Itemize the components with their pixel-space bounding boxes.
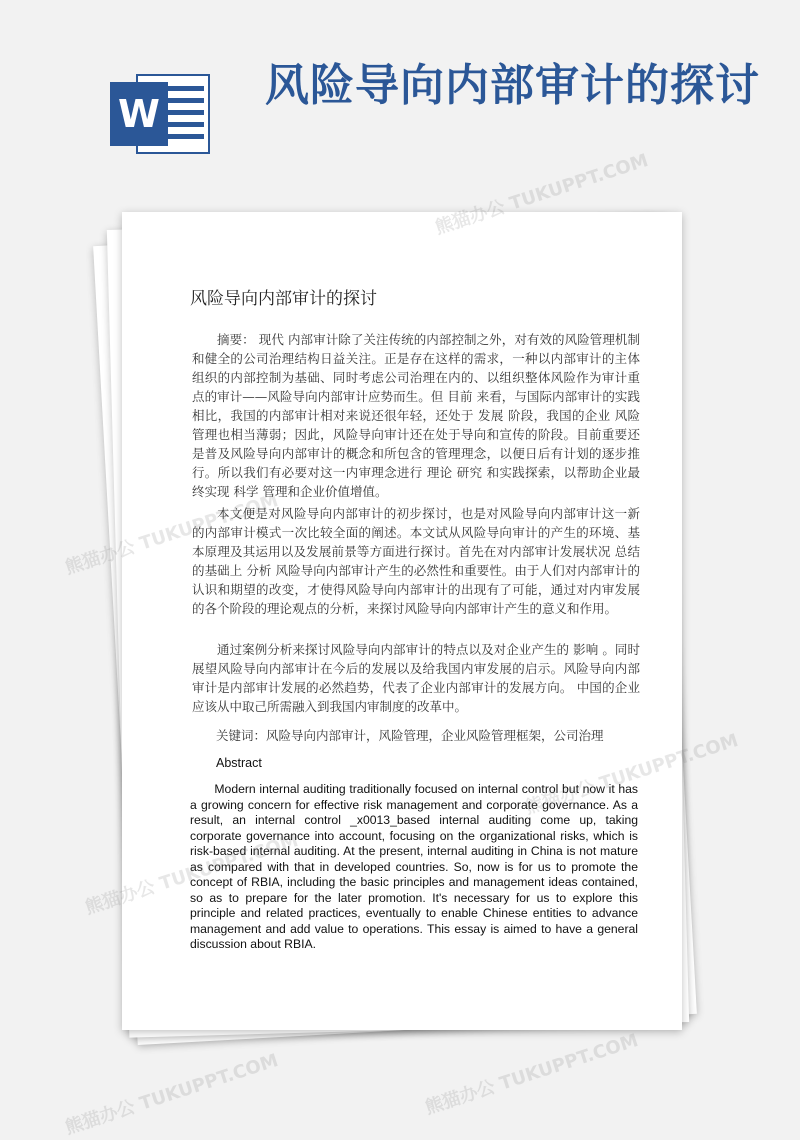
word-app-icon — [110, 70, 212, 158]
watermark-text: 熊猫办公 TUKUPPT.COM — [432, 150, 651, 239]
keywords-line: 关键词：风险导向内部审计，风险管理，企业风险管理框架，公司治理 — [216, 728, 604, 743]
word-w-badge: W — [110, 82, 168, 146]
page-title: 风险导向内部审计的探讨 — [265, 60, 760, 111]
watermark-text: 熊猫办公 TUKUPPT.COM — [62, 1050, 281, 1139]
abstract-paragraph-en: Modern internal auditing traditionally focused on internal control but now it has a growing concern for effective risk management and corporate governance. As a result, an internal control _x0013_based internal auditing come up, taking corporate governance into account, focusing on the organizational risks, which is risk-based internal auditing. At the present, internal auditing in China is not mature as compared with that in developed countries. So, now is for us to promote the concept of RBIA, including the basic principles and management ideas contained, so as to prepare for the later promotion. It's necessary for us to explore this principle and related practices, eventually to enable Chinese entities to advance management and add value to operations. This essay is aimed to have a general discussion about RBIA. — [190, 782, 638, 951]
watermark-text: 熊猫办公 — [82, 876, 158, 919]
abstract-paragraph-cn: 摘要： 现代 内部审计除了关注传统的内部控制之外，对有效的风险管理机制和健全的公司治理结构日益关注。正是存在这样的需求，一种以内部审计的主体组织的内部控制为基础、同时考虑公司治理在内的、以组织整体风险作为审计重点的审计——风险导向内部审计应势而生。但 目前 来看，与国际内部审计的实践相比，我国的内部审计相对来说还很年轻，还处于 发展 阶段，我国的企业 风险管理也相当薄弱；因此，风险导向审计还在处于导向和宣传的阶段。目前重要还是普及风险导向内部审计的概念和所包含的管理理念，以便日后有计划的逐步推行。所以我们有必要对这一内审理念进行 理论 研究 和实践探索，以帮助企业最终实现 科学 管理和企业价值增值。 — [192, 332, 640, 499]
document-page — [122, 212, 682, 1030]
body-paragraph-cn: 本文便是对风险导向内部审计的初步探讨，也是对风险导向内部审计这一新的内部审计模式一次比较全面的阐述。本文试从风险导向审计的产生的环境、基本原理及其运用以及发展前景等方面进行探讨。首先在对内部审计发展状况 总结 的基础上 分析 风险导向内部审计产生的必然性和重要性。由于人们对内部审计的认识和期望的改变，才使得风险导向内部审计的出现有了可能，通过对内审发展的各个阶段的理论观点的分析，来探讨风险导向内部审计产生的意义和作用。 — [192, 506, 640, 616]
body-paragraph-cn: 通过案例分析来探讨风险导向内部审计的特点以及对企业产生的 影响 。同时展望风险导向内部审计在今后的发展以及给我国内审发展的启示。风险导向内部审计是内部审计发展的必然趋势，代表了企业内部审计的发展方向。 中国的企业应该从中取己所需融入到我国内审制度的改革中。 — [192, 642, 640, 714]
watermark-text: 熊猫办公 TUKUPPT.COM — [422, 1030, 641, 1119]
watermark-text: 熊猫办公 — [62, 536, 138, 579]
document-title: 风险导向内部审计的探讨 — [190, 289, 377, 309]
abstract-heading: Abstract — [216, 756, 262, 770]
